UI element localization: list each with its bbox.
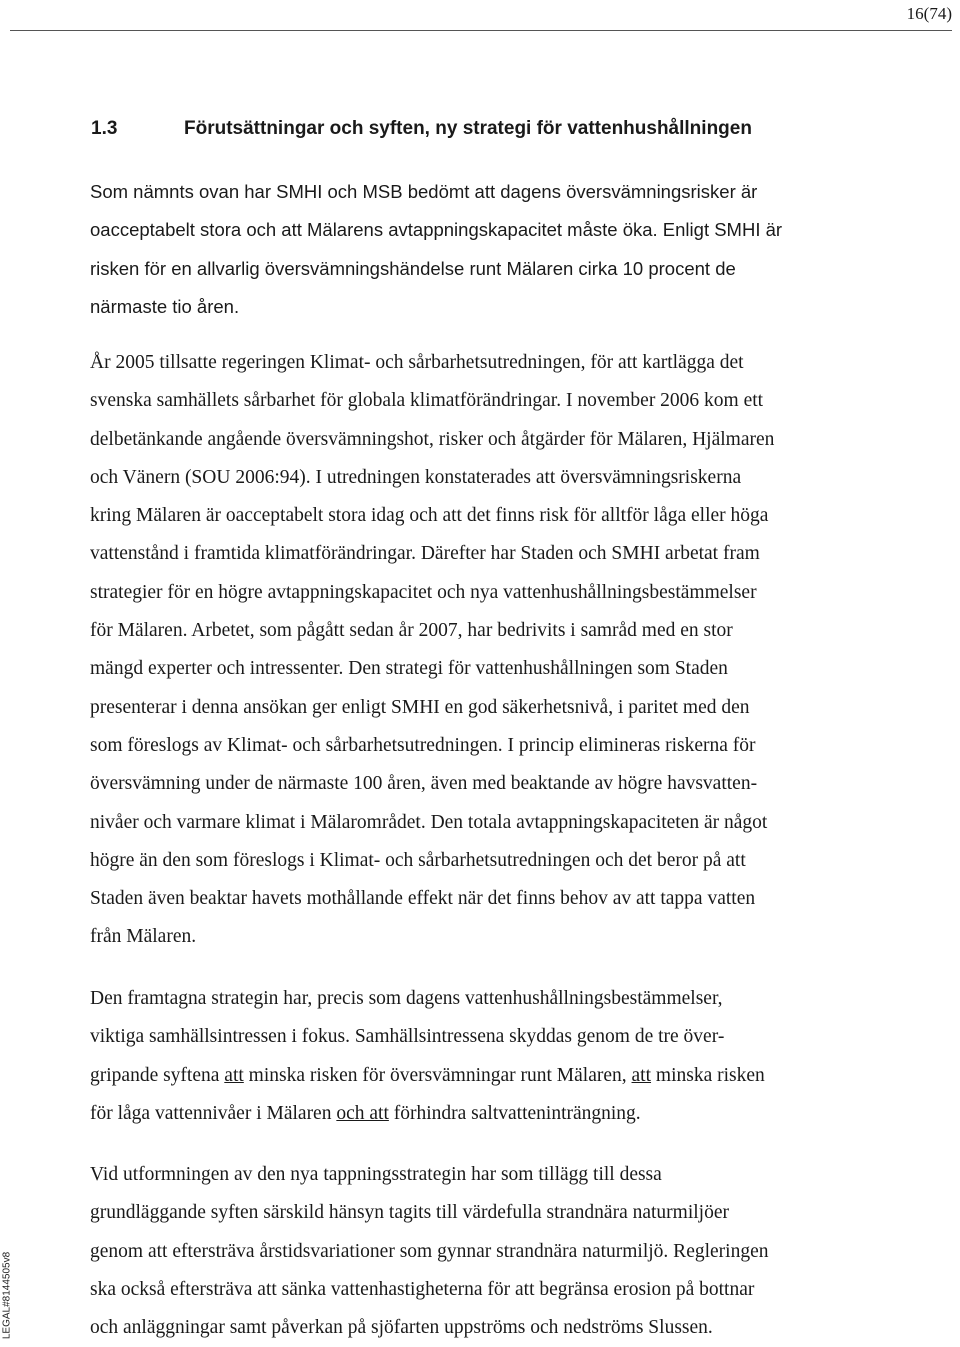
paragraph-2: [90, 344, 890, 957]
underlined-word: att: [631, 1064, 652, 1086]
text-line: som föreslogs av Klimat- och sårbarhetsutredningen. I princip elimineras riskerna för: [90, 734, 756, 756]
text-line: och Vänern (SOU 2006:94). I utredningen konstaterades att översvämningsriskerna: [90, 466, 742, 488]
text-line: År 2005 tillsatte regeringen Klimat- och sårbarhetsutredningen, för att kartlägga det: [90, 352, 744, 373]
paragraph-3: [90, 980, 890, 1133]
paragraph-4: [90, 1156, 890, 1347]
text-line: från Mälaren.: [90, 926, 197, 948]
text-line: strategier för en högre avtappningskapacitet och nya vattenhushållningsbestämmelser: [90, 581, 757, 603]
text-line: svenska samhällets sårbarhet för globala klimatförändringar. I november 2006 kom ett: [90, 390, 764, 412]
text-line: närmaste tio åren.: [90, 295, 240, 317]
text-line: Staden även beaktar havets mothållande effekt när det finns behov av att tappa vatten: [90, 888, 756, 910]
header-rule: [10, 30, 952, 31]
section-heading: [91, 116, 752, 142]
text-line: Vid utformningen av den nya tappningsstrategin har som tillägg till dessa: [90, 1164, 662, 1185]
underlined-word: att: [224, 1064, 244, 1086]
text-line: viktiga samhällsintressen i fokus. Samhällsintressena skyddas genom de tre över-: [90, 1026, 725, 1048]
text-line: vattenstånd i framtida klimatförändringar. Därefter har Staden och SMHI arbetat fram: [90, 543, 760, 565]
text-line: och anläggningar samt påverkan på sjöfarten uppströms och nedströms Slussen.: [90, 1317, 713, 1339]
page-number: 16(74): [906, 4, 952, 23]
text-line: för Mälaren. Arbetet, som pågått sedan år 2007, har bedrivits i samråd med en stor: [90, 620, 733, 642]
section-title: Förutsättningar och syften, ny strategi för vattenhushållningen: [184, 118, 752, 139]
text-line: Den framtagna strategin har, precis som dagens vattenhushållningsbestämmelser,: [90, 988, 723, 1009]
paragraph-1: [90, 173, 890, 326]
text-line: översvämning under de närmaste 100 åren, även med beaktande av högre havsvatten-: [90, 773, 758, 795]
underlined-words: och att: [336, 1102, 389, 1124]
text-line: genom att eftersträva årstidsvariationer som gynnar strandnära naturmiljö. Regleringen: [90, 1240, 769, 1262]
text-line: för låga vattennivåer i Mälaren och att förhindra saltvatteninträngning.: [90, 1102, 641, 1124]
text-line: delbetänkande angående översvämningshot, risker och åtgärder för Mälaren, Hjälmaren: [90, 428, 775, 450]
text-line: nivåer och varmare klimat i Mälarområdet. Den totala avtappningskapaciteten är något: [90, 811, 768, 833]
document-id-sidebar: LEGAL#8144505v8: [1, 1251, 13, 1340]
text-line: ska också eftersträva att sänka vattenhastigheterna för att begränsa erosion på bottnar: [90, 1278, 755, 1300]
text-line: kring Mälaren är oacceptabelt stora idag och att det finns risk för alltför låga eller höga: [90, 505, 769, 527]
text-line: oacceptabelt stora och att Mälarens avtappningskapacitet måste öka. Enligt SMHI är: [90, 219, 783, 241]
text-line: mängd experter och intressenter. Den strategi för vattenhushållningen som Staden: [90, 658, 728, 680]
section-number: 1.3: [91, 118, 118, 139]
text-line: risken för en allvarlig översvämningshändelse runt Mälaren cirka 10 procent de: [90, 257, 736, 279]
text-line: Som nämnts ovan har SMHI och MSB bedömt att dagens översvämningsrisker är: [90, 181, 758, 202]
text-line: gripande syftena att minska risken för översvämningar runt Mälaren, att minska risken: [90, 1064, 765, 1086]
text-line: presenterar i denna ansökan ger enligt SMHI en god säkerhetsnivå, i paritet med den: [90, 696, 750, 718]
text-line: grundläggande syften särskild hänsyn tagits till värdefulla strandnära naturmiljöer: [90, 1202, 729, 1224]
text-line: högre än den som föreslogs i Klimat- och sårbarhetsutredningen och det beror på att: [90, 849, 746, 871]
